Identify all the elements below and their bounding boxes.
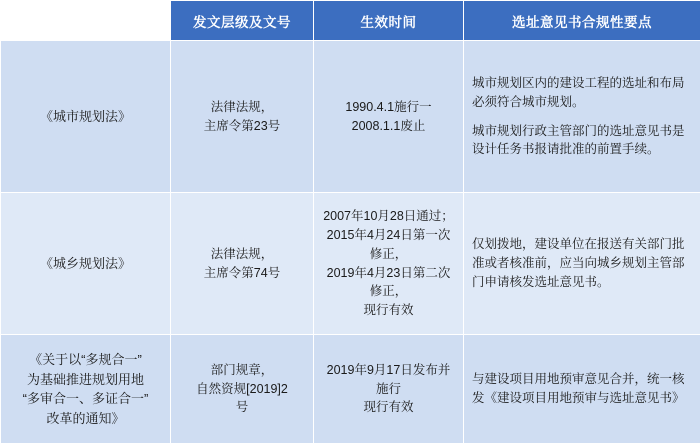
effective-time-line: 2019年4月23日第二次 [322, 264, 455, 283]
regulation-name: 《城市规划法》 [1, 41, 171, 193]
regulation-level [171, 41, 314, 193]
regulation-level [171, 335, 314, 444]
table-header-row [1, 1, 700, 41]
table-header [1, 1, 700, 41]
regulation-name-line: 为基础推进规划用地 [9, 370, 162, 390]
regulation-name-line: 《关于以“多规合一” [9, 350, 162, 370]
regulation-level-line: 法律法规， [179, 98, 305, 117]
effective-time-line: 2008.1.1废止 [322, 117, 455, 136]
effective-time-line: 2015年4月24日第一次 [322, 226, 455, 245]
effective-time-line: 2019年9月17日发布并 [322, 361, 455, 380]
effective-time-line: 2007年10月28日通过； [322, 207, 455, 226]
table-header-corner [1, 1, 171, 41]
compliance-points [464, 193, 700, 335]
compliance-paragraph: 城市规划行政主管部门的选址意见书是设计任务书报请批准的前置手续。 [472, 122, 692, 160]
table-body [1, 41, 700, 444]
compliance-points [464, 335, 700, 444]
regulation-effective-time [314, 193, 464, 335]
table-row [1, 193, 700, 335]
effective-time-line: 1990.4.1施行一 [322, 98, 455, 117]
regulation-name-line: 改革的通知》 [9, 409, 162, 429]
regulation-effective-time [314, 335, 464, 444]
regulation-name [1, 335, 171, 444]
regulation-level-line: 主席令第74号 [179, 264, 305, 283]
effective-time-line: 现行有效 [322, 398, 455, 417]
table-header-level: 发文层级及文号 [171, 1, 314, 41]
regulation-name-line: “多审合一、多证合一” [9, 389, 162, 409]
compliance-points [464, 41, 700, 193]
compliance-paragraph: 仅划拨地，建设单位在报送有关部门批准或者核准前，应当向城乡规划主管部门申请核发选址意见书。 [472, 235, 692, 291]
compliance-paragraph: 城市规划区内的建设工程的选址和布局必须符合城市规划。 [472, 74, 692, 112]
regulation-level [171, 193, 314, 335]
regulation-level-line: 号 [179, 398, 305, 417]
effective-time-line: 现行有效 [322, 301, 455, 320]
regulation-name: 《城乡规划法》 [1, 193, 171, 335]
effective-time-line: 修正， [322, 282, 455, 301]
table-row [1, 335, 700, 444]
regulation-level-line: 部门规章， [179, 361, 305, 380]
effective-time-line: 修正， [322, 245, 455, 264]
regulation-level-line: 法律法规， [179, 245, 305, 264]
regulation-effective-time [314, 41, 464, 193]
regulation-level-line: 自然资规[2019]2 [179, 380, 305, 399]
table-row [1, 41, 700, 193]
compliance-paragraph: 与建设项目用地预审意见合并，统一核发《建设项目用地预审与选址意见书》 [472, 370, 692, 408]
table-header-points: 选址意见书合规性要点 [464, 1, 700, 41]
table-header-time: 生效时间 [314, 1, 464, 41]
effective-time-line: 施行 [322, 380, 455, 399]
regulation-level-line: 主席令第23号 [179, 117, 305, 136]
